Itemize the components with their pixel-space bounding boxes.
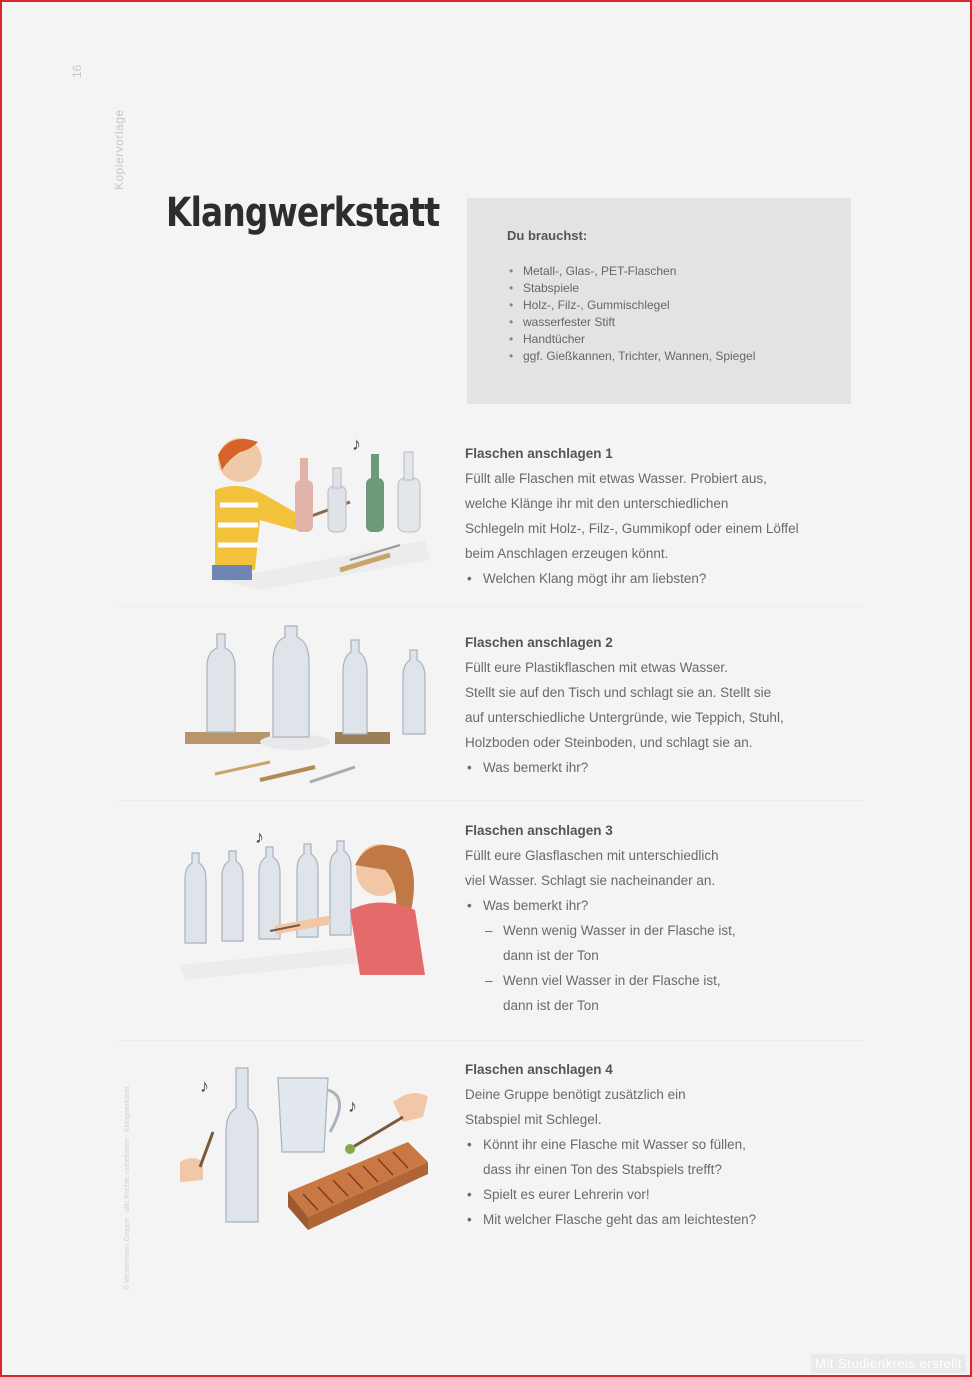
- music-note-icon: ♪: [348, 1096, 357, 1116]
- task-sub-item-continuation: dann ist der Ton: [503, 948, 599, 963]
- task-line: Stabspiel mit Schlegel.: [465, 1112, 602, 1127]
- section-divider: [118, 606, 863, 607]
- side-label: Kopiervorlage: [112, 109, 126, 190]
- task-heading: Flaschen anschlagen 2: [465, 635, 613, 650]
- task-bullet: • Könnt ihr eine Flasche mit Wasser so füllen,: [465, 1132, 895, 1157]
- task-bullet: • Spielt es eurer Lehrerin vor!: [465, 1182, 895, 1207]
- materials-item: • ggf. Gießkannen, Trichter, Wannen, Spiegel: [523, 348, 851, 365]
- materials-list: [507, 263, 851, 365]
- task-line: beim Anschlagen erzeugen könnt.: [465, 546, 669, 561]
- task-1: [465, 441, 895, 591]
- materials-item: • Holz-, Filz-, Gummischlegel: [523, 297, 851, 314]
- illustration-boy-bottles: [200, 430, 435, 590]
- task-2: [465, 630, 895, 780]
- task-3: [465, 818, 895, 1018]
- materials-item: • Stabspiele: [523, 280, 851, 297]
- task-sub-item-continuation: dann ist der Ton: [503, 998, 599, 1013]
- task-sub-item: – Wenn wenig Wasser in der Flasche ist,: [465, 918, 895, 943]
- bottle-icon: [328, 468, 346, 532]
- materials-item: • wasserfester Stift: [523, 314, 851, 331]
- task-line: Stellt sie auf den Tisch und schlagt sie an. Stellt sie: [465, 685, 772, 700]
- task-bullet: • Welchen Klang mögt ihr am liebsten?: [465, 566, 895, 591]
- task-line: Füllt eure Plastikflaschen mit etwas Wasser.: [465, 660, 728, 675]
- bottle-icon: [273, 626, 309, 737]
- bottle-icon: [403, 650, 425, 734]
- task-bullet: • Was bemerkt ihr?: [465, 893, 895, 918]
- bottle-icon: [207, 634, 235, 732]
- task-heading: Flaschen anschlagen 1: [465, 446, 613, 461]
- task-bullet: • Was bemerkt ihr?: [465, 755, 895, 780]
- task-line: viel Wasser. Schlagt sie nacheinander an.: [465, 873, 716, 888]
- bottle-icon: [226, 1068, 258, 1222]
- task-4: [465, 1057, 895, 1232]
- task-line: Schlegeln mit Holz-, Filz-, Gummikopf oder einem Löffel: [465, 521, 799, 536]
- music-note-icon: ♪: [255, 827, 264, 847]
- music-note-icon: ♪: [200, 1076, 209, 1096]
- bottle-icon: [185, 853, 206, 943]
- bottle-icon: [295, 458, 313, 532]
- watermark: Mit Studienkreis erstellt: [811, 1354, 966, 1373]
- bottle-icon: [366, 454, 384, 532]
- task-line: Deine Gruppe benötigt zusätzlich ein: [465, 1087, 686, 1102]
- page-number: 16: [70, 64, 84, 78]
- materials-item: • Metall-, Glas-, PET-Flaschen: [523, 263, 851, 280]
- illustration-girl-bottles: [180, 825, 430, 990]
- bottle-icon: [343, 640, 367, 734]
- section-divider: [118, 800, 863, 801]
- jug-icon: [278, 1078, 340, 1152]
- task-line: welche Klänge ihr mit den unterschiedlichen: [465, 496, 729, 511]
- task-heading: Flaschen anschlagen 3: [465, 823, 613, 838]
- materials-item: • Handtücher: [523, 331, 851, 348]
- page-title: Klangwerkstatt: [166, 190, 440, 236]
- task-bullet-continuation: dass ihr einen Ton des Stabspiels trefft?: [483, 1162, 722, 1177]
- bottle-icon: [222, 851, 243, 941]
- task-line: Füllt eure Glasflaschen mit unterschiedlich: [465, 848, 719, 863]
- task-sub-item: – Wenn viel Wasser in der Flasche ist,: [465, 968, 895, 993]
- illustration-xylophone: [178, 1062, 433, 1232]
- task-heading: Flaschen anschlagen 4: [465, 1062, 613, 1077]
- music-note-icon: ♪: [352, 434, 361, 454]
- bottle-icon: [398, 452, 420, 532]
- materials-box: [467, 198, 851, 404]
- copyright-note: © Westermann Gruppe · alle Rechte vorbehalten · Klangwerkstatt: [124, 1086, 131, 1290]
- xylophone-icon: [288, 1142, 428, 1230]
- bottle-icon: [330, 841, 351, 935]
- materials-heading: Du brauchst:: [507, 228, 588, 243]
- task-bullet: • Mit welcher Flasche geht das am leichtesten?: [465, 1207, 895, 1232]
- illustration-plastic-bottles: [185, 622, 435, 787]
- section-divider: [118, 1040, 863, 1041]
- task-line: auf unterschiedliche Untergründe, wie Teppich, Stuhl,: [465, 710, 784, 725]
- task-line: Holzboden oder Steinboden, und schlagt sie an.: [465, 735, 753, 750]
- task-line: Füllt alle Flaschen mit etwas Wasser. Probiert aus,: [465, 471, 767, 486]
